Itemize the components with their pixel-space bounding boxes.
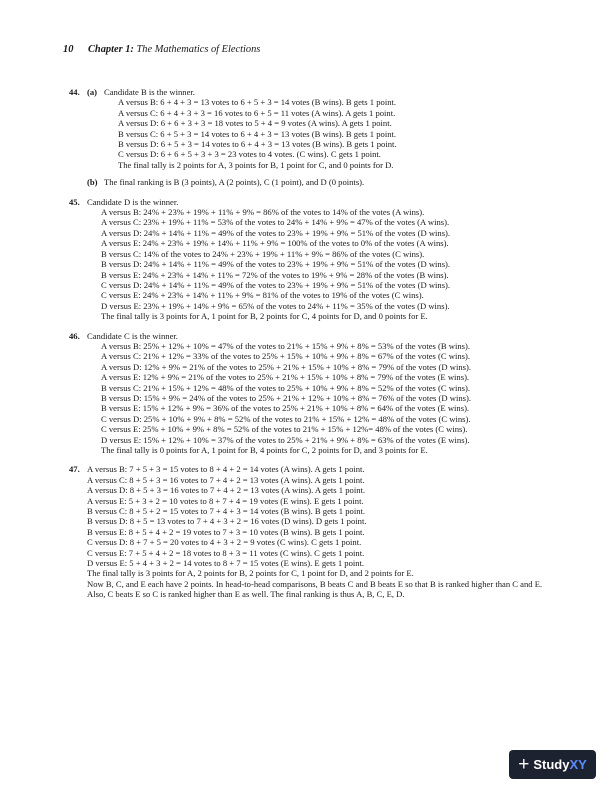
solution-line: Now B, C, and E each have 2 points. In head-to-head comparisons, B beats C and B beats E so that B is ranked higher than C and E. Also, C beats E so C is ranked higher than E as well. The final ranking is thus A, B, C, E, D. (87, 578, 543, 600)
solution-line: B versus E: 8 + 5 + 4 + 2 = 19 votes to 7 + 3 = 10 votes (B wins). B gets 1 point. (87, 526, 365, 537)
problem-part (87, 177, 557, 187)
solutions-body (69, 87, 557, 609)
solution-line: Candidate B is the winner. (104, 87, 195, 97)
part-label: (b) (87, 177, 98, 188)
chapter-title: The Mathematics of Elections (136, 44, 261, 55)
solution-line: A versus C: 6 + 4 + 3 + 3 = 16 votes to 6 + 5 = 11 votes (A wins). A gets 1 point. (118, 107, 396, 118)
solution-line: Candidate C is the winner. (87, 330, 178, 341)
solution-line: D versus E: 15% + 12% + 10% = 37% of the votes to 25% + 21% + 9% + 8% = 63% of the votes (E wins). (101, 434, 470, 445)
page-header (63, 44, 260, 55)
solution-line: C versus E: 25% + 10% + 9% + 8% = 52% of the votes to 21% + 15% + 12%= 48% of the votes (C wins). (101, 424, 468, 435)
page-number: 10 (63, 44, 74, 55)
plus-icon: + (518, 754, 530, 775)
solution-line: C versus D: 6 + 6 + 5 + 3 + 3 = 23 votes to 4 votes. (C wins). C gets 1 point. (118, 149, 381, 160)
problem-number: 47. (69, 464, 80, 475)
solution-line: The final tally is 3 points for A, 2 points for B, 2 points for C, 1 point for D, and 2 points for E. (87, 568, 414, 579)
problem-part (87, 87, 557, 170)
solution-line: A versus C: 23% + 19% + 11% = 53% of the votes to 24% + 14% + 9% = 47% of the votes (A wins). (101, 217, 450, 228)
problem-46 (69, 330, 557, 456)
solution-line: The final tally is 2 points for A, 3 points for B, 1 point for C, and 0 points for D. (118, 159, 394, 170)
logo-text-xy: XY (569, 757, 587, 772)
solution-line: B versus C: 6 + 5 + 3 = 14 votes to 6 + 4 + 3 = 13 votes (B wins). B gets 1 point. (118, 128, 397, 139)
solution-line: A versus E: 24% + 23% + 19% + 14% + 11% + 9% = 100% of the votes to 0% of the votes (A wins). (101, 238, 449, 249)
solution-line: B versus D: 24% + 14% + 11% = 49% of the votes to 23% + 19% + 9% = 51% of the votes (D wins). (101, 259, 451, 270)
solution-line: D versus E: 5 + 4 + 3 + 2 = 14 votes to 8 + 7 = 15 votes (E wins). E gets 1 point. (87, 558, 365, 569)
solution-line: C versus E: 24% + 23% + 14% + 11% + 9% = 81% of the votes to 19% of the votes (C wins). (101, 290, 424, 301)
solution-line: C versus D: 8 + 7 + 5 = 20 votes to 4 + 3 + 2 = 9 votes (C wins). C gets 1 point. (87, 537, 362, 548)
solution-line: B versus C: 14% of the votes to 24% + 23% + 19% + 11% + 9% = 86% of the votes (C wins). (101, 248, 425, 259)
solution-line: Candidate D is the winner. (87, 196, 179, 207)
part-body (104, 177, 557, 187)
problem-45 (69, 196, 557, 322)
solution-line: The final ranking is B (3 points), A (2 points), C (1 point), and D (0 points). (104, 177, 365, 188)
solution-line: A versus E: 12% + 9% = 21% of the votes to 25% + 21% + 15% + 10% + 8% = 79% of the votes (E wins). (101, 372, 470, 383)
solution-line: The final tally is 3 points for A, 1 point for B, 2 points for C, 4 points for D, and 0 points for E. (101, 311, 428, 322)
part-label: (a) (87, 87, 98, 97)
solution-line: A versus E: 5 + 3 + 2 = 10 votes to 8 + 7 + 4 = 19 votes (E wins). E gets 1 point. (87, 495, 364, 506)
solution-line: A versus C: 21% + 12% = 33% of the votes to 25% + 15% + 10% + 9% + 8% = 67% of the votes (C wins). (101, 351, 471, 362)
problem-44 (69, 87, 557, 188)
problem-47 (69, 464, 557, 600)
solution-line: A versus B: 24% + 23% + 19% + 11% + 9% = 86% of the votes to 14% of the votes (A wins). (101, 207, 425, 218)
solution-line: A versus D: 24% + 14% + 11% = 49% of the votes to 23% + 19% + 9% = 51% of the votes (D wins). (101, 227, 451, 238)
solution-line: C versus D: 25% + 10% + 9% + 8% = 52% of the votes to 21% + 15% + 12% = 48% of the votes (C wins). (101, 413, 471, 424)
solution-line: B versus C: 21% + 15% + 12% = 48% of the votes to 25% + 10% + 9% + 8% = 52% of the votes (C wins). (101, 382, 471, 393)
solution-line: B versus C: 8 + 5 + 2 = 15 votes to 7 + 4 + 3 = 14 votes (B wins). B gets 1 point. (87, 506, 366, 517)
problem-number: 45. (69, 196, 80, 207)
part-body (104, 87, 557, 170)
solution-line: B versus E: 15% + 12% + 9% = 36% of the votes to 25% + 21% + 10% + 8% = 64% of the votes (E wins). (101, 403, 470, 414)
chapter-label: Chapter 1: (88, 44, 134, 55)
problem-number: 46. (69, 330, 80, 341)
solution-line: The final tally is 0 points for A, 1 point for B, 4 points for C, 2 points for D, and 3 points for E. (101, 445, 428, 455)
solution-line: A versus D: 12% + 9% = 21% of the votes to 25% + 21% + 15% + 10% + 8% = 79% of the votes (D wins). (101, 361, 471, 372)
solution-line: B versus E: 24% + 23% + 14% + 11% = 72% of the votes to 19% + 9% = 28% of the votes (B wins). (101, 269, 449, 280)
solution-line: B versus D: 8 + 5 = 13 votes to 7 + 4 + 3 + 2 = 16 votes (D wins). D gets 1 point. (87, 516, 367, 527)
solution-line: A versus D: 6 + 6 + 3 + 3 = 18 votes to 5 + 4 = 9 votes (A wins). A gets 1 point. (118, 118, 392, 129)
logo-text-study: Study (533, 757, 570, 772)
solution-line: C versus D: 24% + 14% + 11% = 49% of the votes to 23% + 19% + 9% = 51% of the votes (D wins). (101, 279, 451, 290)
solution-line: A versus B: 6 + 4 + 3 = 13 votes to 6 + 5 + 3 = 14 votes (B wins). B gets 1 point. (118, 97, 397, 108)
solution-line: A versus D: 8 + 5 + 3 = 16 votes to 7 + 4 + 2 = 13 votes (A wins). A gets 1 point. (87, 485, 366, 496)
solution-line: D versus E: 23% + 19% + 14% + 9% = 65% of the votes to 24% + 11% = 35% of the votes (D wins). (101, 300, 450, 311)
solution-line: A versus C: 8 + 5 + 3 = 16 votes to 7 + 4 + 2 = 13 votes (A wins). A gets 1 point. (87, 474, 365, 485)
solution-line: C versus E: 7 + 5 + 4 + 2 = 18 votes to 8 + 3 = 11 votes (C wins). C gets 1 point. (87, 547, 365, 558)
studyxy-logo[interactable] (509, 750, 596, 779)
solution-line: A versus B: 25% + 12% + 10% = 47% of the votes to 21% + 15% + 9% + 8% = 53% of the votes (B wins). (101, 340, 471, 351)
solution-line: B versus D: 6 + 5 + 3 = 14 votes to 6 + 4 + 3 = 13 votes (B wins). B gets 1 point. (118, 139, 397, 150)
solution-line: A versus B: 7 + 5 + 3 = 15 votes to 8 + 4 + 2 = 14 votes (A wins). A gets 1 point. (87, 464, 365, 475)
solution-line: B versus D: 15% + 9% = 24% of the votes to 25% + 21% + 12% + 10% + 8% = 76% of the votes (D wins). (101, 392, 471, 403)
problem-number: 44. (69, 87, 80, 97)
